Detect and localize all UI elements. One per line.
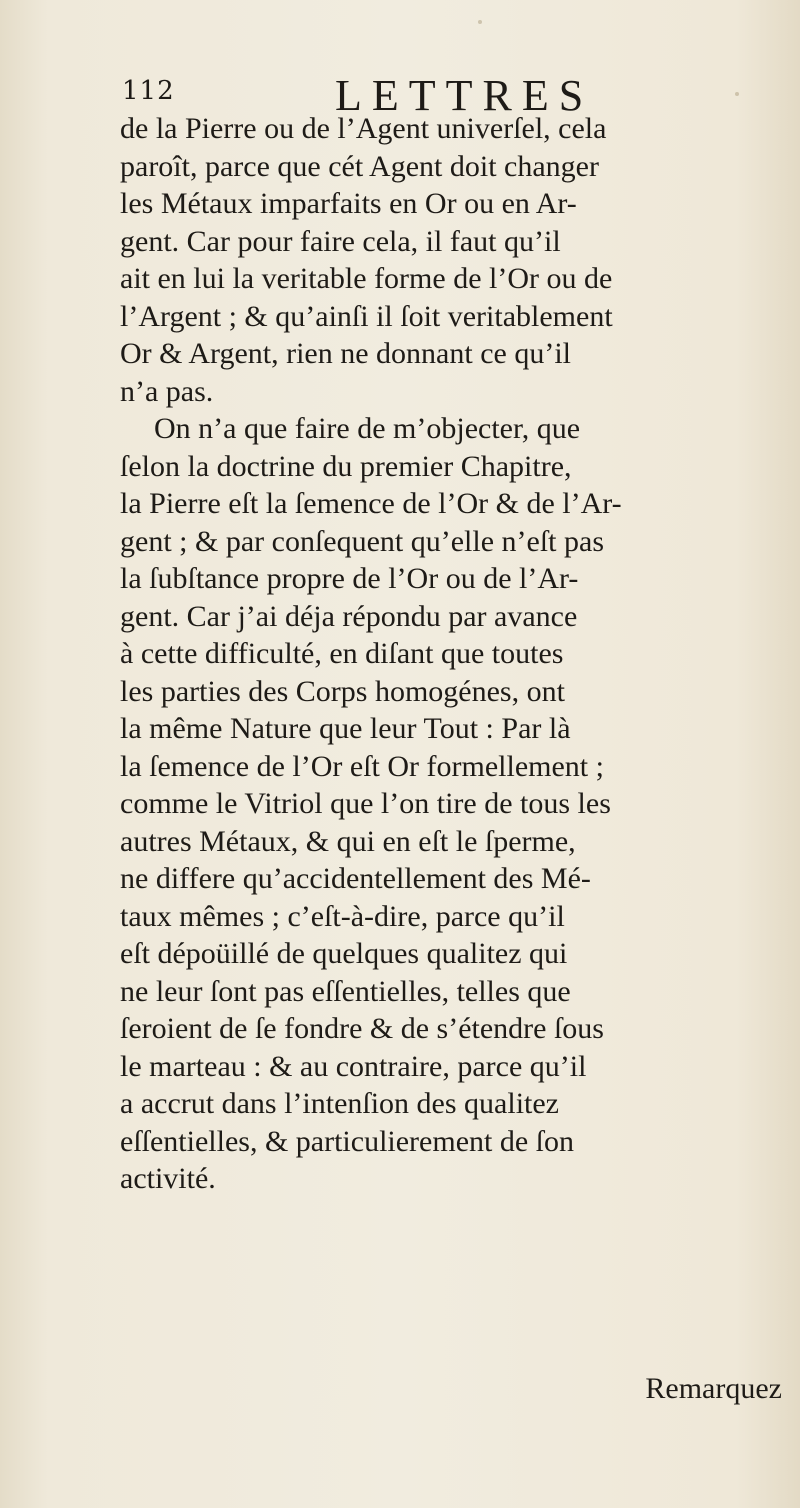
text-line: comme le Vitriol que l’on tire de tous les	[120, 787, 611, 820]
text-line: gent. Car pour faire cela, il faut qu’il	[120, 224, 561, 258]
page-number: 112	[122, 76, 175, 106]
text-line: à cette difficulté, en diſant que toutes	[120, 637, 564, 670]
text-line: Or & Argent, rien ne donnant ce qu’il	[120, 337, 571, 370]
text-line: les parties des Corps homogénes, ont	[120, 674, 565, 708]
text-line: la Pierre eſt la ſemence de l’Or & de l’Ar-	[120, 487, 622, 520]
text-line: l’Argent ; & qu’ainſi il ſoit veritablement	[120, 299, 613, 333]
paper-speck	[735, 92, 739, 96]
text-line: eſt dépoüillé de quelques qualitez qui	[120, 937, 568, 970]
text-line: la ſemence de l’Or eſt Or formellement ;	[120, 749, 604, 783]
text-line: ait en lui la veritable forme de l’Or ou de	[120, 262, 613, 295]
text-line: ſeroient de ſe fondre & de s’étendre ſous	[120, 1012, 604, 1045]
body-text	[120, 110, 780, 1198]
paragraph-start-line: On n’a que faire de m’objecter, que	[154, 412, 581, 445]
running-title: LETTRES	[335, 71, 594, 120]
catchword: Remarquez	[645, 1372, 782, 1405]
text-line: la ſubſtance propre de l’Or ou de l’Ar-	[120, 562, 579, 595]
text-line: les Métaux imparfaits en Or ou en Ar-	[120, 187, 577, 220]
paper-speck	[478, 20, 482, 24]
text-line: gent. Car j’ai déja répondu par avance	[120, 599, 578, 633]
text-line: autres Métaux, & qui en eſt le ſperme,	[120, 824, 576, 858]
text-line: eſſentielles, & particulierement de ſon	[120, 1124, 574, 1158]
text-line: ne leur ſont pas eſſentielles, telles que	[120, 974, 571, 1008]
text-line: paroît, parce que cét Agent doit changer	[120, 149, 599, 183]
text-line: activité.	[120, 1162, 216, 1195]
text-line: ſelon la doctrine du premier Chapitre,	[120, 449, 572, 483]
text-line: gent ; & par conſequent qu’elle n’eſt pas	[120, 524, 604, 558]
text-line: n’a pas.	[120, 374, 214, 408]
text-line: de la Pierre ou de l’Agent univerſel, cela	[120, 112, 607, 145]
text-line: taux mêmes ; c’eſt-à-dire, parce qu’il	[120, 899, 565, 933]
text-line: ne differe qu’accidentellement des Mé-	[120, 862, 591, 895]
text-line: a accrut dans l’intenſion des qualitez	[120, 1087, 559, 1120]
text-line: la même Nature que leur Tout : Par là	[120, 712, 571, 745]
text-line: le marteau : & au contraire, parce qu’il	[120, 1049, 587, 1083]
